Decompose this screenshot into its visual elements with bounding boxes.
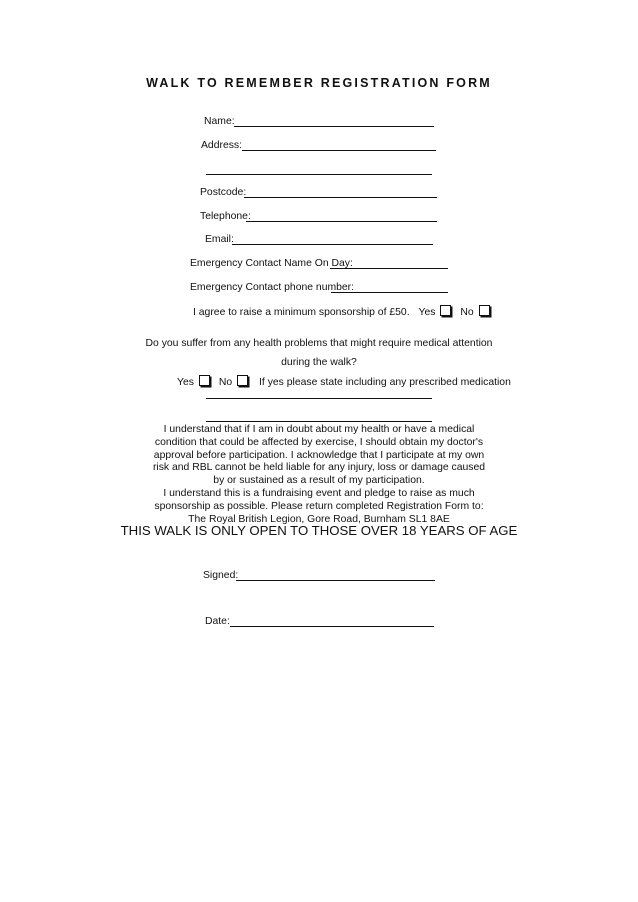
- name-label: Name:: [204, 116, 235, 127]
- medication-field-line-2[interactable]: [206, 421, 432, 422]
- address-field-line-2[interactable]: [206, 174, 432, 175]
- declaration-line: The Royal British Legion, Gore Road, Burnham SL1 8AE: [188, 513, 450, 525]
- medication-field[interactable]: [206, 398, 432, 399]
- postcode-field[interactable]: [244, 197, 437, 198]
- declaration-line: condition that could be affected by exercise, I should obtain my doctor's: [154, 436, 484, 448]
- telephone-field[interactable]: [246, 221, 437, 222]
- email-label: Email:: [205, 234, 234, 245]
- sponsorship-no-label: No: [460, 307, 474, 318]
- date-field[interactable]: [230, 626, 434, 627]
- address-label: Address:: [201, 140, 243, 151]
- date-label: Date:: [205, 616, 230, 627]
- health-yes-label: Yes: [177, 377, 194, 388]
- declaration-line: I understand that if I am in doubt about my health or have a medical: [163, 424, 475, 435]
- signature-field[interactable]: [236, 580, 435, 581]
- declaration-line: risk and RBL cannot be held liable for any injury, loss or damage caused: [152, 462, 486, 474]
- declaration-paragraph: [0, 424, 638, 526]
- health-question-line-2: during the walk?: [281, 357, 357, 368]
- health-no-label: No: [218, 377, 233, 388]
- emergency-phone-field[interactable]: [331, 292, 448, 293]
- emergency-name-field[interactable]: [330, 268, 448, 269]
- health-yes-checkbox[interactable]: [199, 375, 210, 386]
- address-field[interactable]: [242, 150, 436, 151]
- health-answer-row: [177, 375, 511, 388]
- signed-label: Signed:: [203, 570, 239, 581]
- telephone-label: Telephone:: [200, 211, 251, 222]
- sponsorship-no-checkbox[interactable]: [479, 305, 490, 316]
- age-notice: THIS WALK IS ONLY OPEN TO THOSE OVER 18 YEARS OF AGE: [120, 523, 518, 538]
- sponsorship-yes-checkbox[interactable]: [440, 305, 451, 316]
- health-question-line-1: Do you suffer from any health problems that might require medical attention: [145, 338, 493, 349]
- name-field[interactable]: [234, 126, 434, 127]
- form-title: WALK TO REMEMBER REGISTRATION FORM: [146, 76, 492, 90]
- postcode-label: Postcode:: [200, 187, 247, 198]
- declaration-line: sponsorship as possible. Please return completed Registration Form to:: [154, 500, 484, 512]
- emergency-phone-label: Emergency Contact phone number:: [190, 282, 355, 293]
- health-no-checkbox[interactable]: [237, 375, 248, 386]
- sponsorship-text: I agree to raise a minimum sponsorship of £50.: [193, 307, 410, 318]
- sponsorship-yes-label: Yes: [418, 307, 436, 318]
- declaration-line: approval before participation. I acknowledge that I participate at my own: [153, 449, 485, 461]
- declaration-line: by or sustained as a result of my participation.: [213, 475, 425, 487]
- declaration-line: I understand this is a fundraising event and pledge to raise as much: [163, 487, 475, 499]
- medication-text: If yes please state including any prescribed medication: [259, 377, 511, 388]
- sponsorship-row: [193, 305, 490, 318]
- emergency-name-label: Emergency Contact Name On Day:: [190, 258, 353, 269]
- email-field[interactable]: [232, 244, 433, 245]
